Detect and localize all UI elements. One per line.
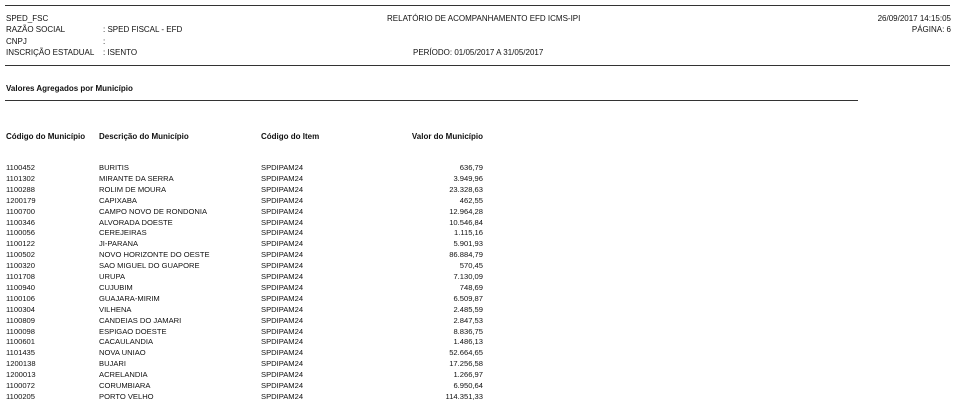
cnpj-label: CNPJ — [6, 37, 27, 46]
periodo: PERÍODO: 01/05/2017 A 31/05/2017 — [413, 48, 544, 57]
cell-descricao-municipio: BUJARI — [99, 359, 127, 369]
cell-codigo-item: SPDIPAM24 — [261, 195, 304, 205]
col-header-codigo-municipio: Código do Município — [6, 132, 86, 141]
cell-codigo-municipio: 1100452 — [6, 163, 35, 172]
header-rule — [5, 65, 950, 66]
top-rule — [5, 5, 950, 6]
cell-codigo-municipio: 1100700 — [6, 206, 35, 216]
cell-valor-municipio: 17.256,58 — [449, 359, 483, 369]
cell-valor-municipio: 52.664,65 — [449, 348, 483, 358]
cell-codigo-municipio: 1100304 — [6, 304, 35, 314]
cell-codigo-municipio: 1200013 — [6, 370, 36, 380]
section-title: Valores Agregados por Município — [6, 84, 133, 93]
cell-valor-municipio: 462,55 — [459, 195, 483, 205]
cell-valor-municipio: 6.950,64 — [453, 381, 483, 390]
cell-descricao-municipio: CANDEIAS DO JAMARI — [99, 315, 182, 325]
cell-descricao-municipio: CORUMBIARA — [99, 381, 151, 390]
cell-valor-municipio: 114.351,33 — [445, 391, 483, 401]
cell-descricao-municipio: MIRANTE DA SERRA — [99, 173, 174, 183]
cell-codigo-item: SPDIPAM24 — [261, 304, 304, 314]
cell-codigo-item: SPDIPAM24 — [261, 239, 304, 249]
cell-descricao-municipio: ROLIM DE MOURA — [99, 184, 167, 194]
cell-descricao-municipio: CUJUBIM — [99, 282, 133, 292]
cell-valor-municipio: 2.485,59 — [453, 304, 483, 314]
cell-valor-municipio: 8.836,75 — [453, 326, 483, 336]
cell-descricao-municipio: CACAULANDIA — [99, 337, 154, 347]
razao-social-value: : SPED FISCAL - EFD — [103, 25, 183, 34]
cell-codigo-item: SPDIPAM24 — [261, 272, 304, 281]
cell-descricao-municipio: ACRELANDIA — [99, 370, 148, 380]
cell-valor-municipio: 570,45 — [459, 261, 483, 271]
cell-codigo-item: SPDIPAM24 — [261, 206, 304, 216]
cell-codigo-item: SPDIPAM24 — [261, 315, 304, 325]
cell-descricao-municipio: JI-PARANA — [99, 239, 139, 249]
cell-codigo-item: SPDIPAM24 — [261, 359, 304, 369]
cell-codigo-municipio: 1101435 — [6, 348, 35, 358]
cell-codigo-item: SPDIPAM24 — [261, 173, 304, 183]
col-header-valor-municipio: Valor do Município — [411, 132, 483, 141]
cell-valor-municipio: 1.115,16 — [454, 228, 483, 238]
cell-valor-municipio: 1.486,13 — [453, 337, 483, 347]
cell-descricao-municipio: CAMPO NOVO DE RONDONIA — [99, 206, 208, 216]
cell-codigo-item: SPDIPAM24 — [261, 217, 304, 227]
razao-social-label: RAZÃO SOCIAL — [6, 25, 66, 34]
cnpj-value: : — [103, 37, 106, 46]
cell-codigo-municipio: 1101708 — [6, 272, 35, 281]
cell-codigo-item: SPDIPAM24 — [261, 348, 304, 358]
cell-descricao-municipio: NOVA UNIAO — [99, 348, 146, 358]
inscricao-estadual-value: : ISENTO — [103, 48, 138, 57]
cell-codigo-municipio: 1100205 — [6, 391, 35, 401]
cell-descricao-municipio: ESPIGAO DOESTE — [99, 326, 167, 336]
cell-valor-municipio: 10.546,84 — [449, 217, 483, 227]
cell-codigo-municipio: 1100106 — [6, 293, 35, 303]
cell-codigo-item: SPDIPAM24 — [261, 163, 304, 172]
cell-descricao-municipio: NOVO HORIZONTE DO OESTE — [99, 250, 210, 260]
cell-codigo-municipio: 1100502 — [6, 250, 35, 260]
cell-descricao-municipio: BURITIS — [99, 163, 129, 172]
cell-valor-municipio: 12.964,28 — [449, 206, 483, 216]
cell-descricao-municipio: URUPA — [99, 272, 126, 281]
cell-codigo-municipio: 1101302 — [6, 173, 35, 183]
cell-codigo-item: SPDIPAM24 — [261, 261, 304, 271]
report-datetime: 26/09/2017 14:15:05 — [877, 14, 951, 23]
cell-descricao-municipio: CEREJEIRAS — [99, 228, 147, 238]
cell-codigo-municipio: 1100346 — [6, 217, 35, 227]
cell-descricao-municipio: CAPIXABA — [99, 195, 137, 205]
report-code: SPED_FSC — [6, 14, 49, 23]
cell-valor-municipio: 2.847,53 — [453, 315, 483, 325]
cell-codigo-municipio: 1100320 — [6, 261, 35, 271]
cell-codigo-municipio: 1100072 — [6, 381, 35, 390]
cell-codigo-municipio: 1100122 — [6, 239, 35, 249]
cell-descricao-municipio: VILHENA — [99, 304, 132, 314]
page-number: PÁGINA: 6 — [911, 25, 951, 34]
cell-valor-municipio: 3.949,96 — [453, 173, 483, 183]
inscricao-estadual-label: INSCRIÇÃO ESTADUAL — [6, 48, 95, 57]
cell-codigo-item: SPDIPAM24 — [261, 337, 304, 347]
report-title: RELATÓRIO DE ACOMPANHAMENTO EFD ICMS-IPI — [387, 14, 581, 23]
cell-codigo-item: SPDIPAM24 — [261, 250, 304, 260]
cell-codigo-item: SPDIPAM24 — [261, 370, 304, 380]
cell-codigo-item: SPDIPAM24 — [261, 282, 304, 292]
col-header-codigo-item: Código do Item — [261, 132, 320, 141]
cell-descricao-municipio: ALVORADA DOESTE — [99, 217, 173, 227]
cell-codigo-municipio: 1100809 — [6, 315, 35, 325]
cell-codigo-item: SPDIPAM24 — [261, 391, 304, 401]
cell-valor-municipio: 5.901,93 — [453, 239, 483, 249]
cell-descricao-municipio: PORTO VELHO — [99, 391, 154, 401]
cell-descricao-municipio: GUAJARA-MIRIM — [99, 293, 160, 303]
cell-descricao-municipio: SAO MIGUEL DO GUAPORE — [99, 261, 200, 271]
cell-codigo-item: SPDIPAM24 — [261, 326, 304, 336]
cell-codigo-municipio: 1200179 — [6, 195, 36, 205]
cell-codigo-municipio: 1100098 — [6, 326, 35, 336]
cell-valor-municipio: 748,69 — [459, 282, 483, 292]
cell-valor-municipio: 1.266,97 — [453, 370, 483, 380]
cell-codigo-municipio: 1100056 — [6, 228, 35, 238]
cell-valor-municipio: 86.884,79 — [449, 250, 483, 260]
cell-valor-municipio: 23.328,63 — [449, 184, 483, 194]
col-header-descricao-municipio: Descrição do Município — [99, 132, 189, 141]
cell-codigo-municipio: 1100601 — [6, 337, 35, 347]
cell-codigo-item: SPDIPAM24 — [261, 184, 304, 194]
cell-codigo-item: SPDIPAM24 — [261, 381, 304, 390]
cell-valor-municipio: 6.509,87 — [453, 293, 483, 303]
cell-codigo-item: SPDIPAM24 — [261, 228, 304, 238]
section-rule — [5, 100, 858, 101]
cell-codigo-municipio: 1100288 — [6, 184, 35, 194]
cell-codigo-item: SPDIPAM24 — [261, 293, 304, 303]
cell-codigo-municipio: 1200138 — [6, 359, 36, 369]
cell-codigo-municipio: 1100940 — [6, 282, 35, 292]
cell-valor-municipio: 636,79 — [459, 163, 483, 172]
cell-valor-municipio: 7.130,09 — [453, 272, 483, 281]
